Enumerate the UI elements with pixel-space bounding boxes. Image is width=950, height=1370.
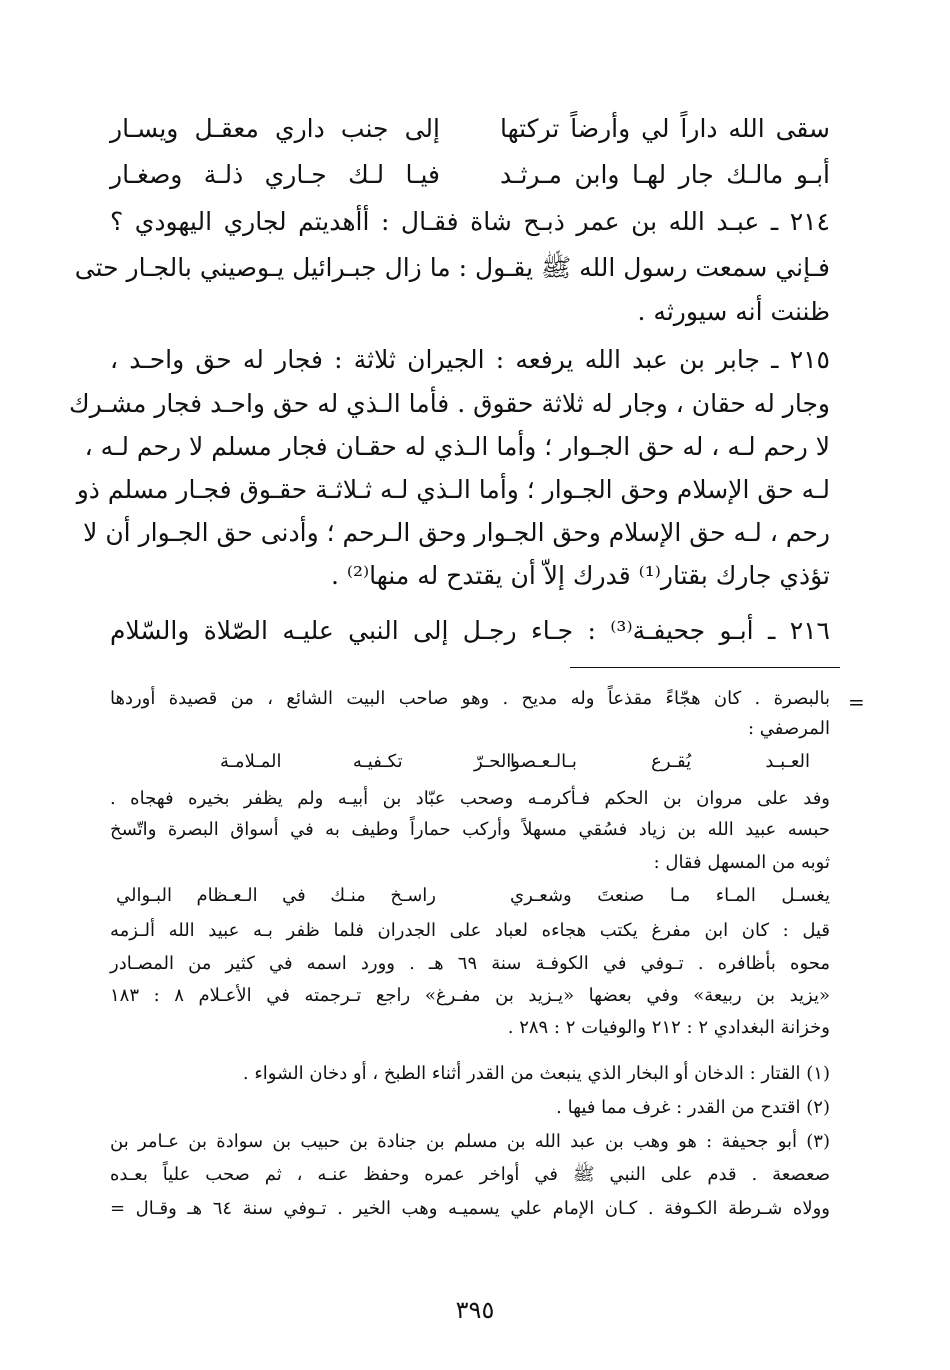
footnote-continuation-line: وفد على مروان بن الحكم فـأكرمـه وصحب عبّاد بن أبيـه ولم يظفر بخيره فهجاه .	[110, 788, 830, 809]
footnote-verse-2	[110, 884, 830, 908]
hadith-214-line: فـإني سمعت رسول الله ﷺ يقـول : ما زال جبـرائيل يـوصيني بالجـار حتى	[74, 253, 830, 282]
hadith-214-line: ٢١٤ ـ عبـد الله بن عمر ذبـح شاة فقـال : أأهديتم لجاري اليهودي ؟	[110, 207, 830, 236]
verse-hemistich-second: والحـرّ تكـفيـه المـلامـة	[220, 751, 520, 772]
hadith-215-line: رحم ، لـه حق الإسلام وحق الجـوار وحق الـرحم ؛ وأدنى حق الجـوار أن لا	[83, 518, 830, 547]
hadith-216-line: ٢١٦ ـ أبـو جحيفـة⁽³⁾ : جـاء رجـل إلى النبي عليـه الصّلاة والسّلام	[110, 616, 830, 645]
verse-hemistich-second: إلى جنب داري معقـل ويسـار	[110, 114, 440, 143]
continuation-mark: =	[848, 690, 865, 714]
footnote-continuation-line: قيل : كان ابن مفرغ يكتب هجاءه لعباد على الجدران فلما ظفر بـه عبيد الله ألـزمه	[110, 920, 830, 941]
footnote-continuation-line: «يزيد بن ربيعة» وفي بعضها «يـزيد بن مفـرغ» راجع تـرجمته في الأعـلام ٨ : ١٨٣	[110, 985, 830, 1006]
verse-line-1	[110, 114, 830, 144]
footnote-continuation-line: وخزانة البغدادي ٢ : ٢١٢ والوفيات ٢ : ٢٨٩ .	[507, 1017, 830, 1038]
footnote-continuation-line: محوه بأظافره . تـوفي في الكوفـة سنة ٦٩ هـ . وورد اسمه في كثير من المصـادر	[110, 953, 830, 974]
verse-hemistich-second: فيـا لـك جـاري ذلـة وصغـار	[110, 160, 440, 189]
footnote-separator	[570, 667, 840, 668]
verse-hemistich-first: سقى الله داراً لي وأرضاً تركتها	[500, 114, 830, 143]
footnote-continuation-line: المرصفي :	[747, 718, 830, 739]
verse-line-2	[110, 160, 830, 190]
page-number: ٣٩٥	[455, 1296, 495, 1324]
footnote-3-line: صعصعة . قدم على النبي ﷺ في أواخر عمره وحفظ عنـه ، ثم صحب علياً بعـده	[110, 1164, 830, 1185]
hadith-215-line: وجار له حقان ، وجار له ثلاثة حقوق . فأما الـذي له حق واحـد فجار مشـرك	[68, 389, 830, 418]
footnote-continuation-line: ثوبه من المسهل فقال :	[653, 852, 830, 873]
footnote-3-line: وولاه شـرطة الكـوفة . كـان الإمام علي يسميـه وهب الخير . تـوفي سنة ٦٤ هـ وقـال =	[110, 1198, 830, 1219]
hadith-215-line: لـه حق الإسلام وحق الجـوار ؛ وأما الـذي لـه ثـلاثـة حقـوق فجـار مسلم ذو	[76, 475, 830, 504]
footnote-verse-1	[110, 750, 830, 774]
hadith-214-line: ظننت أنه سيورثه .	[637, 297, 830, 326]
footnote-3-line: (٣) أبو جحيفة : هو وهب بن عبد الله بن مسلم بن جنادة بن حبيب بن سوادة بن عـامر بن	[110, 1131, 830, 1152]
footnote-2: (٢) اقتدح من القدر : غرف مما فيها .	[556, 1097, 830, 1118]
hadith-215-line: لا رحم لـه ، له حق الجـوار ؛ وأما الـذي له حقـان فجار مسلم لا رحم لـه ،	[84, 432, 830, 461]
verse-hemistich-second: راسـخ منـك في الـعـظام البـوالي	[116, 885, 436, 906]
footnote-continuation-line: بالبصرة . كان هجّاءً مقذعاً وله مديح . وهو صاحب البيت الشائع ، من قصيدة أوردها	[110, 688, 830, 709]
verse-hemistich-first: العـبـد يُقـرع بـالـعـصـا	[510, 751, 810, 772]
verse-hemistich-first: يغسـل المـاء مـا صنعتَ وشعـري	[510, 885, 830, 906]
hadith-215-line: ٢١٥ ـ جابر بن عبد الله يرفعه : الجيران ثلاثة : فجار له حق واحـد ،	[110, 345, 830, 374]
verse-hemistich-first: أبـو مالـك جار لهـا وابن مـرثـد	[500, 160, 830, 189]
footnote-continuation-line: حبسه عبيد الله بن زياد فسُقي مسهلاً وأركب حماراً وطيف به في أسواق البصرة واتّسخ	[110, 819, 830, 840]
footnote-1: (١) القتار : الدخان أو البخار الذي ينبعث من القدر أثناء الطبخ ، أو دخان الشواء .	[242, 1063, 830, 1084]
hadith-215-line: تؤذي جارك بقتار⁽¹⁾ قدرك إلاّ أن يقتدح له منها⁽²⁾ .	[330, 561, 830, 590]
